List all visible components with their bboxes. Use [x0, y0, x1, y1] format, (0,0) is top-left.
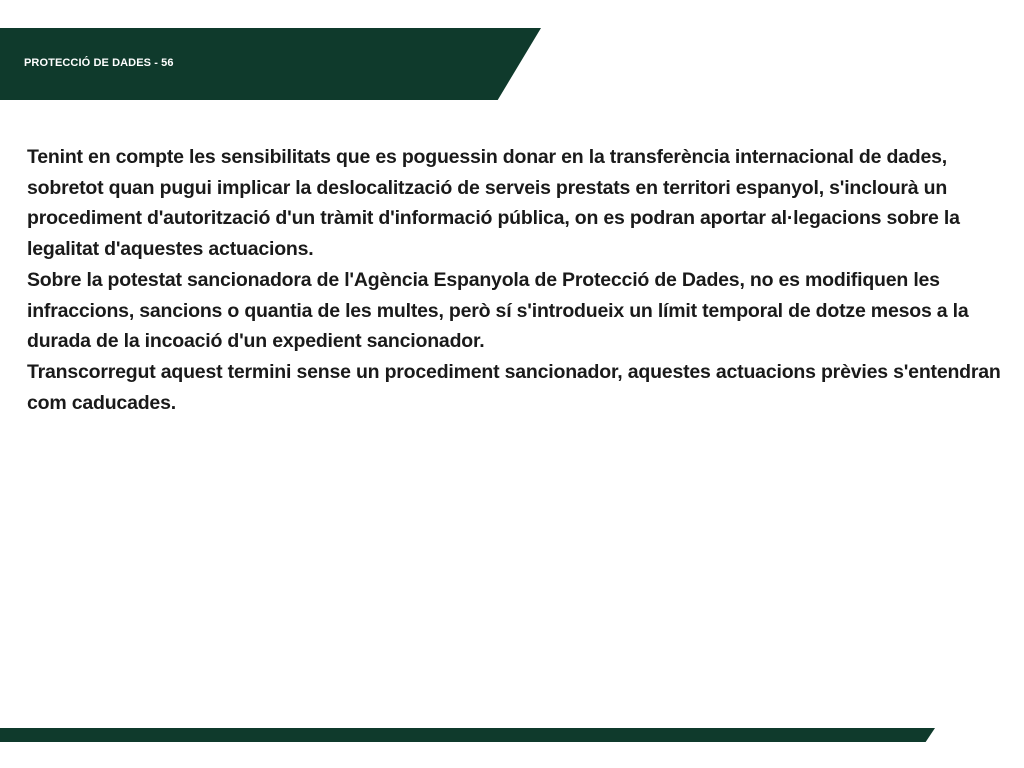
slide-title: PROTECCIÓ DE DADES - 56 — [24, 57, 174, 69]
paragraph-international-transfer: Tenint en compte les sensibilitats que es poguessin donar en la transferència internacional de dades, sobretot quan pugui implicar la deslocalització de serveis prestats en territori espanyol, s'inclourà un procediment d'autorització d'un tràmit d'informació pública, on es podran aportar al·legacions sobre la legalitat d'aquestes actuacions. — [27, 146, 960, 261]
footer-bar — [0, 728, 935, 742]
slide-body — [27, 142, 1002, 418]
paragraph-sanctioning-power: Sobre la potestat sancionadora de l'Agència Espanyola de Protecció de Dades, no es modifiquen les infraccions, sancions o quantia de les multes, però sí s'introdueix un límit temporal de dotze mesos a la durada de la incoació d'un expedient sancionador. — [27, 268, 969, 353]
paragraph-expiry: Transcorregut aquest termini sense un procediment sancionador, aquestes actuacions prèvies s'entendran com caducades. — [27, 360, 1001, 414]
